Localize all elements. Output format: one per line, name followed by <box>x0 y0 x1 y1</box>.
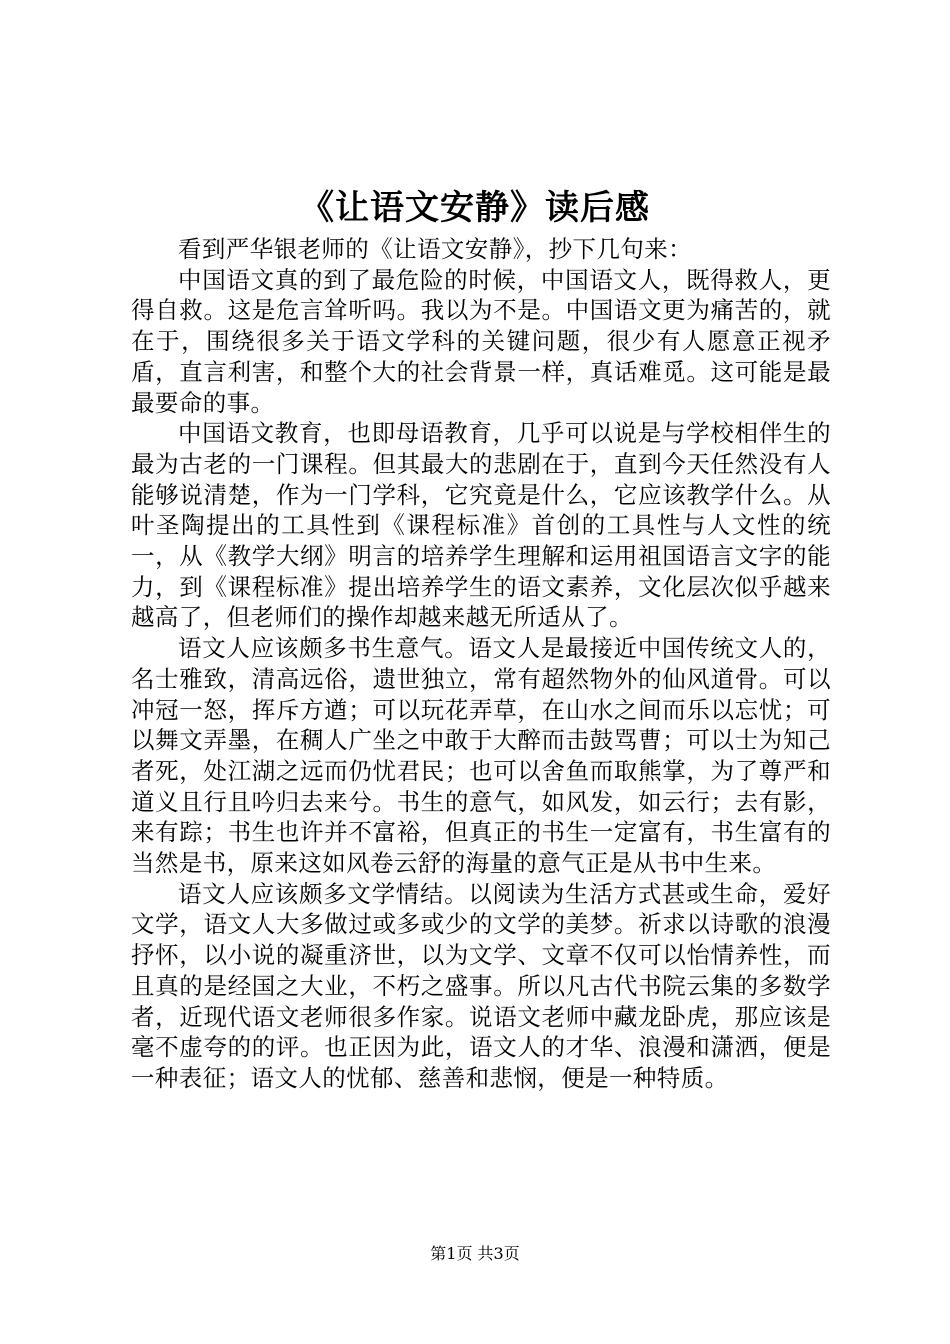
paragraph-5: 语文人应该颇多文学情结。以阅读为生活方式甚或生命，爱好文学，语文人大多做过或多或少的文学的美梦。祈求以诗歌的浪漫抒怀，以小说的凝重济世，以为文学、文章不仅可以怡情养性，而且真的是经国之大业，不朽之盛事。所以凡古代书院云集的多数学者，近现代语文老师很多作家。说语文老师中藏龙卧虎，那应该是毫不虚夸的的评。也正因为此，语文人的才华、浪漫和潇洒，便是一种表征；语文人的忧郁、慈善和悲悯，便是一种特质。 <box>131 879 831 1092</box>
page-footer: 第1页 共3页 <box>430 1244 520 1263</box>
paragraph-1: 看到严华银老师的《让语文安静》，抄下几句来： <box>178 235 693 263</box>
paragraph-4: 语文人应该颇多书生意气。语文人是最接近中国传统文人的，名士雅致，清高远俗，遗世独立，常有超然物外的仙风道骨。可以冲冠一怒，挥斥方遒；可以玩花弄草，在山水之间而乐以忘忧；可以舞文弄墨，在稠人广坐之中敢于大醉而击鼓骂曹；可以士为知己者死，处江湖之远而仍忧君民；也可以舍鱼而取熊掌，为了尊严和道义且行且吟归去来兮。书生的意气，如风发，如云行；去有影，来有踪；书生也许并不富裕，但真正的书生一定富有，书生富有的当然是书，原来这如风卷云舒的海量的意气正是从书中生来。 <box>131 634 831 878</box>
document-body <box>131 234 831 1094</box>
paragraph-2: 中国语文真的到了最危险的时候，中国语文人，既得救人，更得自救。这是危言耸听吗。我以为不是。中国语文更为痛苦的，就在于，围绕很多关于语文学科的关键问题，很少有人愿意正视矛盾，直言利害，和整个大的社会背景一样，真话难觅。这可能是最最要命的事。 <box>131 265 831 417</box>
paragraph-3: 中国语文教育，也即母语教育，几乎可以说是与学校相伴生的最为古老的一门课程。但其最大的悲剧在于，直到今天任然没有人能够说清楚，作为一门学科，它究竟是什么，它应该教学什么。从叶圣陶提出的工具性到《课程标准》首创的工具性与人文性的统一，从《教学大纲》明言的培养学生理解和运用祖国语言文字的能力，到《课程标准》提出培养学生的语文素养，文化层次似乎越来越高了，但老师们的操作却越来越无所适从了。 <box>131 419 831 632</box>
document-title: 《让语文安静》读后感 <box>300 188 650 228</box>
